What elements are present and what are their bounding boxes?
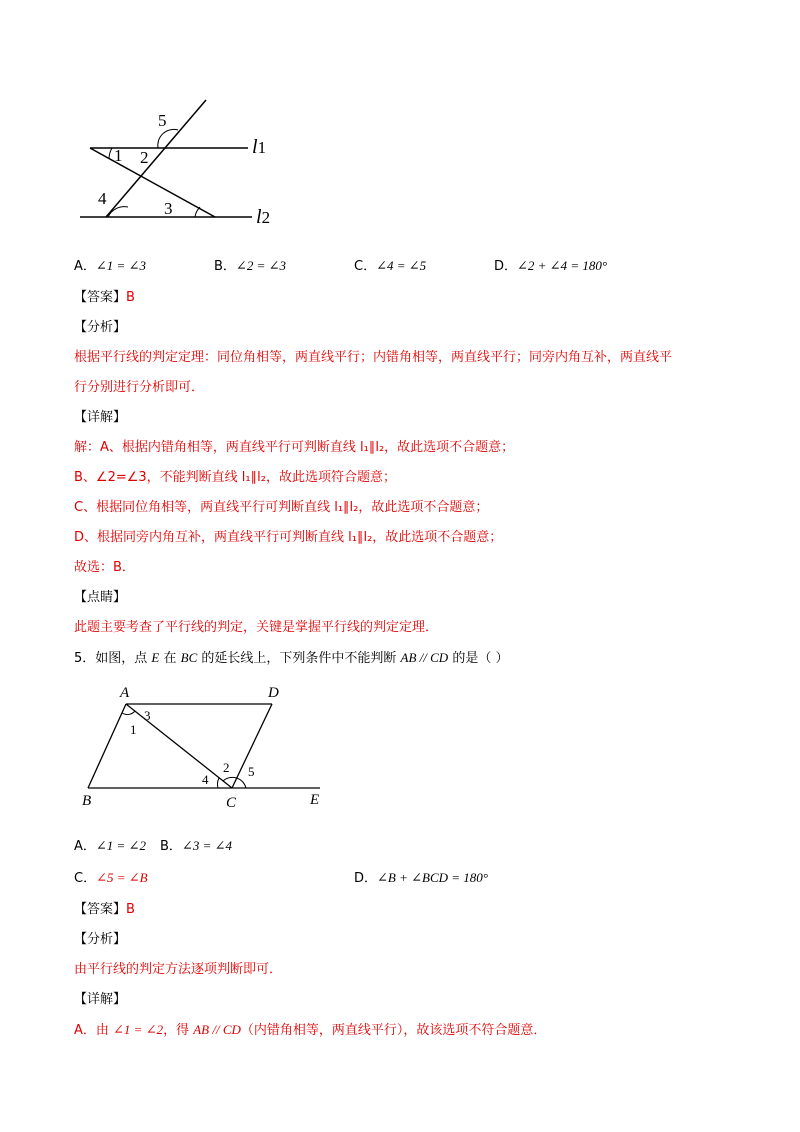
angle-arc-4 — [218, 778, 219, 788]
label-l1: l1 — [252, 136, 267, 158]
q4-option-c: C．∠4 = ∠5 — [354, 258, 427, 274]
angle-arc-1 — [109, 148, 112, 159]
label-angle-2: 2 — [223, 760, 230, 775]
q5-analysis-text: 由平行线的判定方法逐项判断即可． — [74, 962, 283, 977]
q5-detail-heading: 【详解】 — [74, 992, 127, 1007]
answer-heading: 【答案】 — [74, 902, 127, 917]
label-angle-5: 5 — [248, 764, 255, 779]
q4-detail-c: C、根据同位角相等，两直线平行可判断直线 l₁∥l₂，故此选项不合题意； — [74, 500, 489, 515]
q4-analysis-heading: 【分析】 — [74, 320, 127, 335]
q5-answer — [74, 901, 135, 919]
q5-option-c: C．∠5 = ∠B — [74, 870, 148, 886]
q4-detail-a: 解：A、根据内错角相等，两直线平行可判断直线 l₁∥l₂，故此选项不合题意； — [74, 440, 515, 455]
segment-ac — [126, 704, 232, 788]
label-angle-1: 1 — [114, 146, 123, 165]
q4-detail-heading: 【详解】 — [74, 410, 127, 425]
q4-answer — [74, 289, 135, 307]
q5-option-d: D．∠B + ∠BCD = 180° — [354, 870, 488, 886]
q5-option-a: A．∠1 = ∠2 — [74, 838, 146, 854]
segment-ab — [88, 704, 126, 788]
angle-arc-1-3 — [122, 711, 135, 715]
label-l2: l2 — [256, 206, 271, 228]
q4-analysis-line1: 根据平行线的判定定理：同位角相等，两直线平行；内错角相等，两直线平行；同旁内角互补，两直线平 — [74, 350, 673, 365]
answer-heading: 【答案】 — [74, 290, 127, 305]
label-angle-4: 4 — [202, 772, 209, 787]
angle-arc-4 — [108, 207, 128, 217]
answer-value: B — [126, 290, 135, 305]
label-angle-1: 1 — [130, 722, 137, 737]
label-point-c: C — [226, 795, 237, 810]
answer-value: B — [126, 902, 135, 917]
label-angle-2: 2 — [140, 148, 149, 167]
label-point-b: B — [82, 793, 92, 809]
q4-option-d: D．∠2 + ∠4 = 180° — [494, 258, 608, 274]
label-angle-3: 3 — [144, 708, 151, 723]
q4-option-b: B．∠2 = ∠3 — [214, 258, 286, 274]
q4-comment-heading: 【点睛】 — [74, 590, 127, 605]
q4-detail-choice: 故选：B． — [74, 560, 135, 575]
q4-comment-text: 此题主要考查了平行线的判定，关键是掌握平行线的判定定理． — [74, 620, 439, 635]
label-angle-5: 5 — [158, 111, 167, 130]
angle-arc-3 — [195, 207, 200, 217]
q5-stem: 5．如图，点 E 在 BC 的延长线上，下列条件中不能判断 AB // CD 的是（ ） — [74, 650, 509, 666]
q4-detail-d: D、根据同旁内角互补，两直线平行可判断直线 l₁∥l₂，故此选项不合题意； — [74, 530, 503, 545]
q5-option-b: B．∠3 = ∠4 — [160, 838, 232, 854]
q5-detail-a: A．由 ∠1 = ∠2，得 AB // CD（内错角相等，两直线平行），故该选项不符合题意． — [74, 1022, 547, 1038]
figure-parallel-lines — [70, 95, 300, 235]
q4-option-a: A．∠1 = ∠3 — [74, 258, 146, 274]
q4-analysis-line2: 行分别进行分析即可． — [74, 380, 205, 395]
q4-detail-b: B、∠2=∠3，不能判断直线 l₁∥l₂，故此选项符合题意； — [74, 470, 396, 485]
label-angle-3: 3 — [164, 199, 173, 218]
figure-parallelogram — [80, 680, 340, 810]
q5-analysis-heading: 【分析】 — [74, 932, 127, 947]
label-point-d: D — [268, 685, 279, 701]
label-point-e: E — [310, 792, 320, 808]
label-point-a: A — [120, 685, 130, 701]
label-angle-4: 4 — [98, 189, 107, 208]
